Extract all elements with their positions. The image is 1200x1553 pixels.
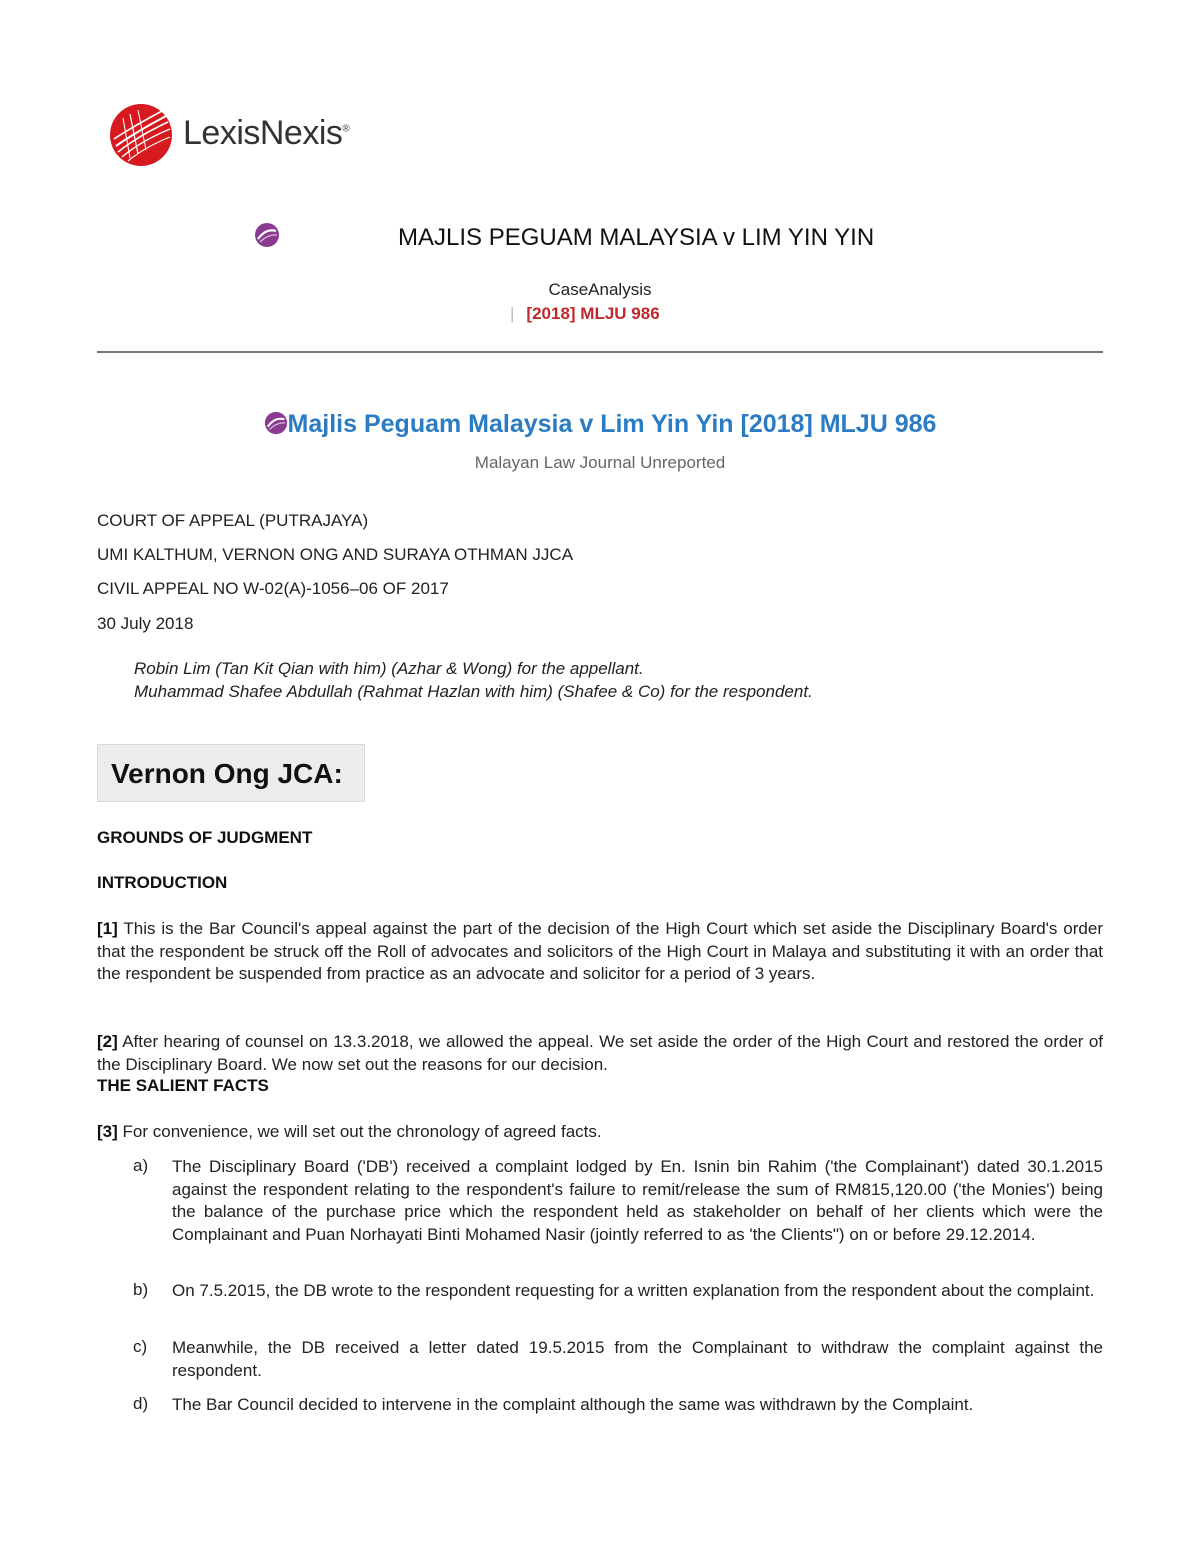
- heading-grounds: GROUNDS OF JUDGMENT: [97, 828, 313, 847]
- paragraph-2-number: [2]: [97, 1032, 118, 1051]
- doc-type: CaseAnalysis: [548, 280, 652, 299]
- list-item: On 7.5.2015, the DB wrote to the respondent requesting for a written explanation from the respondent about the complaint.: [172, 1281, 1095, 1300]
- paragraph-3: [97, 1121, 1103, 1144]
- list-item-letter: b): [133, 1280, 149, 1299]
- paragraph-2-text: After hearing of counsel on 13.3.2018, we allowed the appeal. We set aside the order of the High Court and restored the order of the Disciplinary Board. We now set out the reasons for our decision.: [97, 1032, 1103, 1074]
- heading-salient-facts: THE SALIENT FACTS: [97, 1076, 269, 1095]
- counsel-respondent: Muhammad Shafee Abdullah (Rahmat Hazlan with him) (Shafee & Co) for the respondent.: [134, 682, 813, 701]
- judges: UMI KALTHUM, VERNON ONG AND SURAYA OTHMAN JJCA: [97, 545, 574, 564]
- appeal-number: CIVIL APPEAL NO W-02(A)-1056–06 OF 2017: [97, 579, 449, 598]
- list-item: The Disciplinary Board ('DB') received a complaint lodged by En. Isnin bin Rahim ('the Complainant') dated 30.1.2015 against the respondent relating to the respondent's failure to remit/release the sum of RM815,120.00 ('the Monies') being the balance of the purchase price which the respondent held as stakeholder on behalf of her clients which were the Complainant and Puan Norhayati Binti Mohamed Nasir (jointly referred to as 'the Clients") on or before 29.12.2014.: [172, 1157, 1103, 1244]
- case-title-icon: [264, 411, 288, 435]
- case-title-text[interactable]: Majlis Peguam Malaysia v Lim Yin Yin [2018] MLJU 986: [287, 410, 937, 438]
- case-title[interactable]: [0, 410, 1200, 439]
- list-item-letter: a): [133, 1156, 149, 1175]
- counsel-appellant: Robin Lim (Tan Kit Qian with him) (Azhar & Wong) for the appellant.: [134, 659, 644, 678]
- paragraph-3-number: [3]: [97, 1122, 118, 1141]
- citation-text[interactable]: [2018] MLJU 986: [526, 304, 660, 323]
- paragraph-3-text: For convenience, we will set out the chronology of agreed facts.: [122, 1122, 602, 1141]
- court-name: COURT OF APPEAL (PUTRAJAYA): [97, 511, 369, 530]
- citation-separator: |: [510, 304, 515, 323]
- list-item-letter: c): [133, 1337, 148, 1356]
- brand-logo: [108, 100, 388, 170]
- list-item: Meanwhile, the DB received a letter dated 19.5.2015 from the Complainant to withdraw the complaint against the respondent.: [172, 1338, 1103, 1380]
- journal-name: Malayan Law Journal Unreported: [474, 453, 726, 472]
- paragraph-1-text: This is the Bar Council's appeal against the part of the decision of the High Court which set aside the Disciplinary Board's order that the respondent be struck off the Roll of advocates and solicitors of the High Court in Malaya and substituting it with an order that the respondent be suspended from practice as an advocate and solicitor for a period of 3 years.: [97, 919, 1103, 983]
- brand-name: LexisNexis®: [183, 114, 350, 152]
- judgment-date: 30 July 2018: [97, 614, 194, 633]
- paragraph-2: [97, 1031, 1103, 1076]
- lexisnexis-logo-icon: [108, 102, 174, 168]
- header-title: MAJLIS PEGUAM MALAYSIA v LIM YIN YIN: [398, 224, 875, 251]
- judge-name-box: Vernon Ong JCA:: [97, 744, 365, 802]
- header-citation: [510, 304, 660, 324]
- paragraph-1-number: [1]: [97, 919, 118, 938]
- heading-introduction: INTRODUCTION: [97, 873, 228, 892]
- paragraph-1: [97, 918, 1103, 986]
- list-item: The Bar Council decided to intervene in the complaint although the same was withdrawn by the Complaint.: [172, 1395, 974, 1414]
- header-divider: [97, 351, 1103, 353]
- list-item-letter: d): [133, 1394, 149, 1413]
- case-analysis-icon: [254, 222, 280, 248]
